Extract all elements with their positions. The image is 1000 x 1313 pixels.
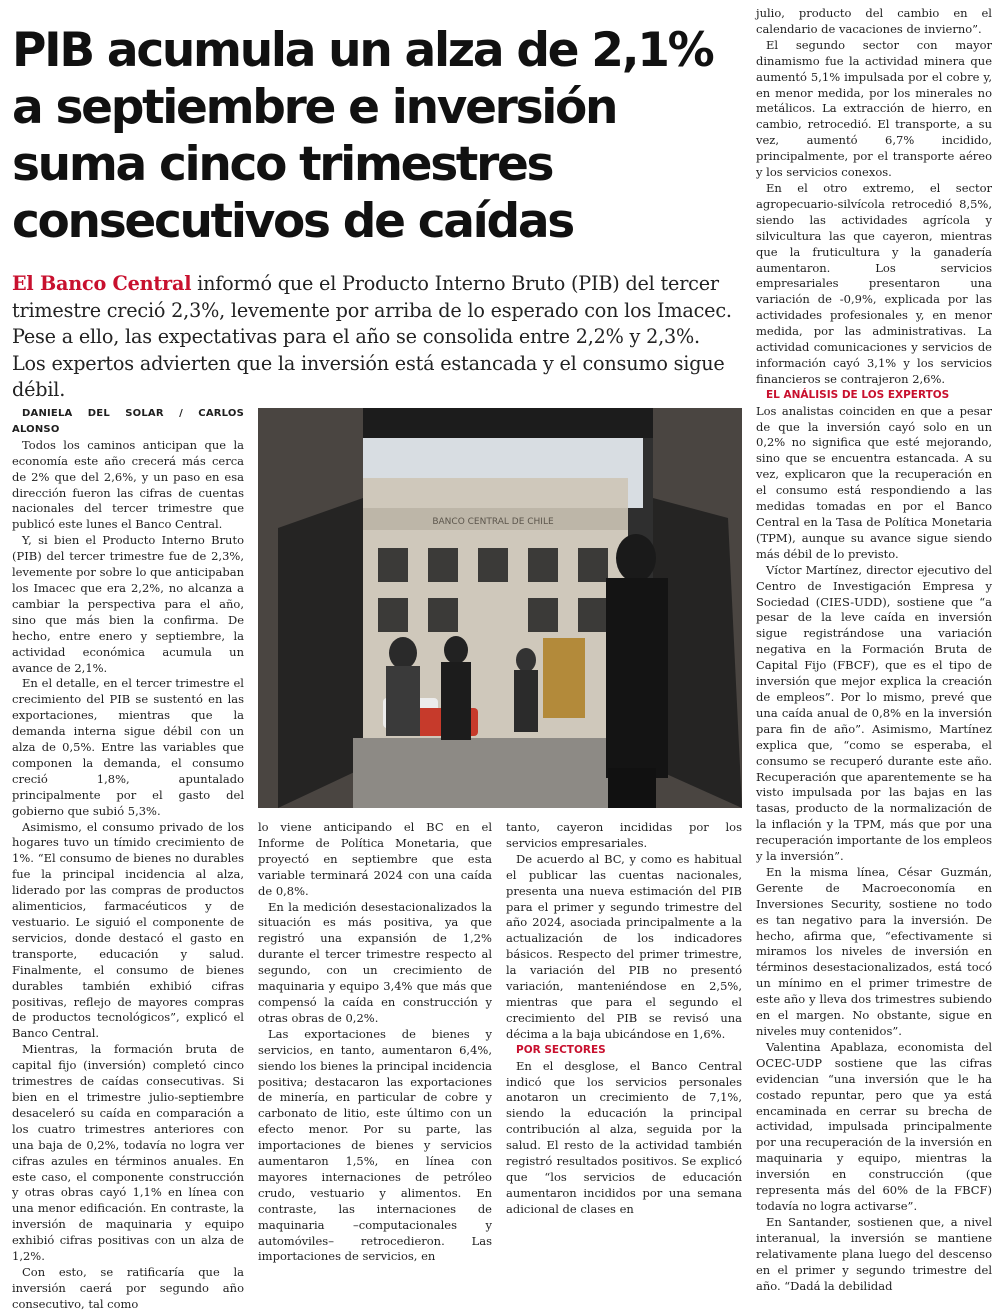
column-3 <box>506 820 742 1216</box>
building-sign: BANCO CENTRAL DE CHILE <box>432 517 554 527</box>
paragraph: Las exportaciones de bienes y servicios, en tanto, aumentaron 6,4%, siendo los bienes la principal incidencia positiva; destacaron las exportaciones de minería, en particular de cobre y carbonato de litio, este último con un efecto menor. Por su parte, las importaciones de bienes y servicios aumentaron 1,5%, en línea con mayores internaciones de petróleo crudo, vestuario y alimentos. En contraste, las internaciones de maquinaria –computacionales y automóviles– retrocedieron. Las importaciones de servicios, en <box>258 1026 492 1264</box>
column-2 <box>258 820 492 1264</box>
paragraph: En el otro extremo, el sector agropecuario-silvícola retrocedió 8,5%, siendo las actividades agrícola y silvicultura las que cayeron, mientras que la fruticultura y la ganadería aumentaron. Los servicios empresariales presentaron una variación de -0,9%, explicada por las actividades profesionales y, en menor medida, por las administrativas. La actividad comunicaciones y servicios de información cayó 3,1% y los servicios financieros se contrajeron 2,6%. <box>756 180 992 386</box>
banco-central-building-photo <box>258 408 742 808</box>
paragraph: lo viene anticipando el BC en el Informe de Política Monetaria, que proyectó en septiembre que esta variable terminará 2024 con una caída de 0,8%. <box>258 820 492 898</box>
paragraph: Asimismo, el consumo privado de los hogares tuvo un tímido crecimiento de 1%. “El consumo de bienes no durables fue la principal incidencia al alza, liderado por las compras de productos alimenticios, farmacéuticos y de vestuario. Le siguió el componente de servicios, donde destacó el gasto en transporte, educación y salud. Finalmente, el consumo de bienes durables también exhibió cifras positivas, reflejo de mayores compras de productos tecnológicos”, explicó el Banco Central. <box>12 819 244 1041</box>
paragraph: tanto, cayeron incididas por los servicios empresariales. <box>506 820 742 850</box>
section-title-expertos: EL ANÁLISIS DE LOS EXPERTOS <box>766 388 950 401</box>
byline: DANIELA DEL SOLAR / CARLOS ALONSO <box>12 408 244 435</box>
column-1 <box>12 406 244 1311</box>
deck <box>12 271 732 404</box>
paragraph: Víctor Martínez, director ejecutivo del Centro de Investigación Empresa y Sociedad (CIES-UDD), sostiene que “a pesar de la leve caída en inversión sigue registrándose una variación negativa en la Formación Bruta de Capital Fijo (FBCF), que es el tipo de inversión que mejor explica la creación de empleos”. Por lo mismo, prevé que una caída anual de 0,8% en la inversión para fin de año”. Asimismo, Martínez explica que, “como se esperaba, el consumo se recuperó durante este año. Recuperación que aparentemente se ha visto impulsada por las bajas en las tasas, producto de la normalización de la inflación y la TPM, más que por una recuperación importante de los empleos y la inversión”. <box>756 562 992 864</box>
deck-text: informó que el Producto Interno Bruto (PIB) del tercer trimestre creció 2,3%, levemente por arriba de lo esperado con los Imacec. Pese a ello, las expectativas para el año se consolida entre 2,2% y 2,3%. Los expertos advierten que la inversión está estancada y el consumo sigue débil. <box>12 272 732 401</box>
paragraph: En el desglose, el Banco Central indicó que los servicios personales anotaron un crecimiento de 7,1%, siendo la educación la principal contribución al alza, seguida por la salud. El resto de la actividad también registró resultados positivos. Se explicó que “los servicios de educación aumentaron incididos por una semana adicional de clases en <box>506 1058 742 1216</box>
paragraph: En la misma línea, César Guzmán, Gerente de Macroeconomía en Inversiones Security, sostiene no todo es tan negativo para la inversión. De hecho, afirma que, “efectivamente si miramos los niveles de inversión en términos desestacionalizados, está tocó un mínimo en el primer trimestre de este año y lleva dos trimestres subiendo en el margen. No obstante, sigue en niveles muy contenidos”. <box>756 864 992 1038</box>
paragraph: En el detalle, en el tercer trimestre el crecimiento del PIB se sustentó en las exportaciones, mientras que la demanda interna sigue débil con un alza de 0,5%. Entre las variables que componen la demanda, el consumo creció 1,8%, apuntalado principalmente por el gasto del gobierno que subió 5,3%. <box>12 676 244 818</box>
paragraph: Y, si bien el Producto Interno Bruto (PIB) del tercer trimestre fue de 2,3%, levemente por sobre lo que anticipaban los Imacec que era 2,2%, no alcanza a cambiar la perspectiva para el año, sino que más bien la confirma. De hecho, entre enero y septiembre, la actividad económica acumula un avance de 2,1%. <box>12 533 244 675</box>
column-4 <box>756 6 992 1293</box>
paragraph: Mientras, la formación bruta de capital fijo (inversión) completó cinco trimestres de caídas consecutivas. Si bien en el trimestre julio-septiembre desaceleró su caída en comparación a los cuatro trimestres anteriores con una baja de 0,2%, todavía no logra ver cifras azules en términos anuales. En este caso, el componente construcción y otras obras cayó 1,1% en línea con una menor edificación. En contraste, la inversión de maquinaria y equipo exhibió cifras positivas con un alza de 1,2%. <box>12 1042 244 1264</box>
paragraph: Los analistas coinciden en que a pesar de que la inversión cayó solo en un 0,2% no significa que esté mejorando, sino que se encuentra estancada. A su vez, explicaron que la recuperación en el consumo está respondiendo a las medidas tomadas en por el Banco Central en la Tasa de Política Monetaria (TPM), aunque su avance sigue siendo más débil de lo previsto. <box>756 403 992 561</box>
section-title-sectores: POR SECTORES <box>516 1043 606 1056</box>
headline: PIB acumula un alza de 2,1% a septiembre e inversión suma cinco trimestres consecutivos de caídas <box>12 23 713 249</box>
article-photo <box>258 408 742 808</box>
paragraph: El segundo sector con mayor dinamismo fue la actividad minera que aumentó 5,1% impulsada por el cobre y, en menor medida, por los minerales no metálicos. La extracción de hierro, en cambio, retrocedió. El transporte, a su vez, aumentó 6,7% incidido, principalmente, por el transporte aéreo y los servicios conexos. <box>756 37 992 180</box>
paragraph: De acuerdo al BC, y como es habitual el publicar las cuentas nacionales, presenta una nueva estimación del PIB para el primer y segundo trimestre del año 2024, asociada principalmente a la actualización de los indicadores básicos. Respecto del primer trimestre, la variación del PIB no presentó variación, manteniéndose en 2,5%, mientras que para el segundo el crecimiento del PIB se revisó una décima a la baja ubicándose en 1,6%. <box>506 851 742 1041</box>
paragraph: Con esto, se ratificaría que la inversión caerá por segundo año consecutivo, tal como <box>12 1264 244 1311</box>
paragraph: julio, producto del cambio en el calendario de vacaciones de invierno”. <box>756 6 992 36</box>
paragraph: En Santander, sostienen que, a nivel interanual, la inversión se mantiene relativamente plana luego del descenso en el primer y segundo trimestre del año. “Dadá la debilidad <box>756 1214 992 1293</box>
paragraph: Valentina Apablaza, economista del OCEC-UDP sostiene que las cifras evidencian “una inversión que le ha costado repuntar, pero que ya está encaminada en cerrar su brecha de actividad, impulsada principalmente por una recuperación de la inversión en maquinaria y equipo, mientras la inversión en construcción (que representa más del 60% de la FBCF) todavía no logra activarse”. <box>756 1039 992 1213</box>
paragraph: Todos los caminos anticipan que la economía este año crecerá más cerca de 2% que del 2,6%, y un paso en esa dirección fueron las cifras de cuentas nacionales del tercer trimestre que publicó este lunes el Banco Central. <box>12 437 244 532</box>
paragraph: En la medición desestacionalizados la situación es más positiva, ya que registró una expansión de 1,2% durante el tercer trimestre respecto al segundo, con un crecimiento de maquinaria y equipo 3,4% que más que compensó la caída en construcción y otras obras de 0,2%. <box>258 899 492 1025</box>
deck-lead: El Banco Central <box>12 272 192 295</box>
